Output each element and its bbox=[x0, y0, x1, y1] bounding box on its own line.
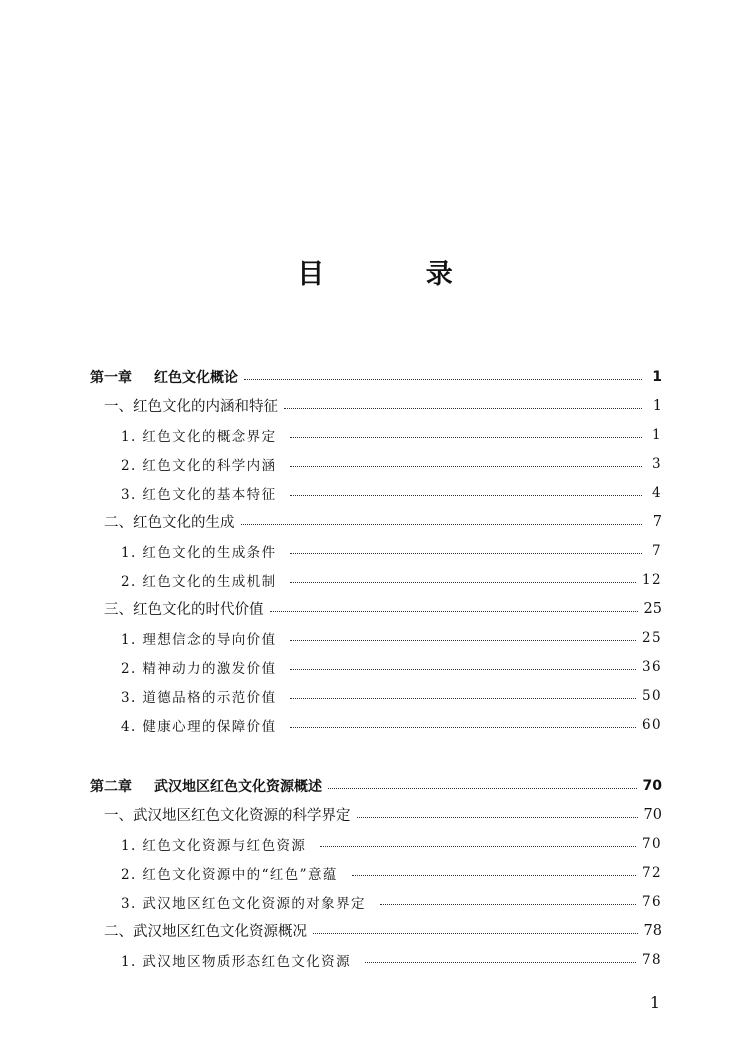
toc-entry-title bbox=[104, 395, 278, 416]
toc-item-row[interactable] bbox=[90, 681, 662, 710]
toc-page-number: 4 bbox=[652, 484, 662, 501]
dot-leader bbox=[320, 846, 636, 847]
chapter-gap bbox=[90, 739, 662, 771]
toc-entry-title bbox=[121, 715, 276, 735]
dot-leader bbox=[290, 640, 636, 641]
toc-title-text: 4. 健康心理的保障价值 bbox=[121, 718, 277, 735]
toc-section-row[interactable] bbox=[90, 916, 662, 945]
toc-title-text: 三、红色文化的时代价值 bbox=[104, 602, 264, 618]
toc-item-row[interactable] bbox=[90, 945, 662, 974]
toc-page-number: 76 bbox=[642, 893, 662, 910]
toc-entry-title bbox=[121, 892, 366, 912]
page-number: 1 bbox=[649, 993, 660, 1012]
toc-item-row[interactable] bbox=[90, 887, 662, 916]
toc-page-number: 7 bbox=[652, 513, 662, 530]
toc-title-text: 2. 红色文化资源中的“红色”意蕴 bbox=[121, 866, 338, 883]
toc-title-text: 二、红色文化的生成 bbox=[104, 515, 235, 531]
dot-leader bbox=[380, 904, 636, 905]
toc-entry-title bbox=[121, 686, 276, 706]
toc-page-number: 70 bbox=[643, 806, 662, 823]
toc-item-row[interactable] bbox=[90, 449, 662, 478]
table-of-contents bbox=[90, 362, 662, 974]
dot-leader bbox=[290, 466, 642, 467]
toc-item-row[interactable] bbox=[90, 536, 662, 565]
toc-entry-title bbox=[104, 920, 307, 941]
toc-title-text: 3. 武汉地区红色文化资源的对象界定 bbox=[121, 895, 366, 912]
toc-section-row[interactable] bbox=[90, 391, 662, 420]
toc-title-text: 1. 红色文化的概念界定 bbox=[121, 428, 277, 445]
toc-page-number: 3 bbox=[652, 455, 662, 472]
dot-leader bbox=[241, 524, 643, 525]
dot-leader bbox=[290, 495, 642, 496]
toc-title-text: 红色文化概论 bbox=[154, 369, 238, 386]
page-title: 目 录 bbox=[297, 259, 499, 290]
toc-page-number: 1 bbox=[652, 397, 662, 414]
toc-item-row[interactable] bbox=[90, 478, 662, 507]
toc-title-text: 1. 武汉地区物质形态红色文化资源 bbox=[121, 953, 351, 970]
toc-title-text: 一、红色文化的内涵和特征 bbox=[104, 399, 278, 415]
toc-page-number: 1 bbox=[652, 426, 662, 443]
toc-section-row[interactable] bbox=[90, 507, 662, 536]
toc-page-number: 60 bbox=[642, 716, 662, 733]
dot-leader bbox=[290, 727, 636, 728]
toc-item-row[interactable] bbox=[90, 623, 662, 652]
toc-entry-title bbox=[104, 511, 235, 532]
toc-item-row[interactable] bbox=[90, 710, 662, 739]
toc-entry-title bbox=[121, 483, 276, 503]
toc-page-number: 25 bbox=[643, 600, 662, 617]
toc-entry-title bbox=[90, 367, 238, 387]
dot-leader bbox=[328, 788, 637, 789]
toc-section-row[interactable] bbox=[90, 800, 662, 829]
dot-leader bbox=[352, 875, 636, 876]
toc-title-text: 3. 道德品格的示范价值 bbox=[121, 689, 277, 706]
toc-entry-title bbox=[121, 570, 276, 590]
toc-page-number: 78 bbox=[643, 922, 662, 939]
toc-entry-title bbox=[104, 598, 264, 619]
toc-entry-title bbox=[121, 863, 338, 883]
toc-page-number: 12 bbox=[642, 571, 662, 588]
toc-item-row[interactable] bbox=[90, 420, 662, 449]
toc-title-text: 2. 精神动力的激发价值 bbox=[121, 660, 277, 677]
toc-page-number: 36 bbox=[642, 658, 662, 675]
toc-page-number: 78 bbox=[642, 951, 662, 968]
toc-entry-title bbox=[121, 657, 276, 677]
dot-leader bbox=[365, 962, 636, 963]
toc-page-number: 70 bbox=[642, 835, 662, 852]
toc-item-row[interactable] bbox=[90, 829, 662, 858]
toc-entry-title bbox=[104, 804, 351, 825]
toc-title-text: 1. 理想信念的导向价值 bbox=[121, 631, 277, 648]
dot-leader bbox=[290, 669, 636, 670]
dot-leader bbox=[357, 817, 638, 818]
chapter-number: 第二章 bbox=[90, 778, 132, 795]
chapter-number: 第一章 bbox=[90, 369, 132, 386]
toc-title-text: 一、武汉地区红色文化资源的科学界定 bbox=[104, 808, 351, 824]
toc-title-text: 1. 红色文化的生成条件 bbox=[121, 544, 277, 561]
toc-chapter-row[interactable] bbox=[90, 771, 662, 800]
dot-leader bbox=[313, 933, 638, 934]
toc-page-number: 7 bbox=[652, 542, 662, 559]
toc-chapter-row[interactable] bbox=[90, 362, 662, 391]
toc-title-text: 2. 红色文化的科学内涵 bbox=[121, 457, 277, 474]
toc-title-text: 3. 红色文化的基本特征 bbox=[121, 486, 277, 503]
dot-leader bbox=[290, 582, 636, 583]
toc-entry-title bbox=[121, 834, 306, 854]
dot-leader bbox=[244, 379, 642, 380]
toc-entry-title bbox=[121, 454, 276, 474]
toc-title-text: 1. 红色文化资源与红色资源 bbox=[121, 837, 307, 854]
toc-entry-title bbox=[121, 950, 351, 970]
toc-title-text: 2. 红色文化的生成机制 bbox=[121, 573, 277, 590]
toc-entry-title bbox=[90, 776, 322, 796]
dot-leader bbox=[290, 437, 642, 438]
toc-entry-title bbox=[121, 425, 276, 445]
toc-section-row[interactable] bbox=[90, 594, 662, 623]
dot-leader bbox=[290, 698, 636, 699]
toc-page-number: 72 bbox=[642, 864, 662, 881]
toc-title-text: 武汉地区红色文化资源概述 bbox=[154, 778, 322, 795]
toc-page-number: 70 bbox=[642, 777, 662, 794]
toc-title-text: 二、武汉地区红色文化资源概况 bbox=[104, 924, 307, 940]
dot-leader bbox=[270, 611, 638, 612]
toc-item-row[interactable] bbox=[90, 565, 662, 594]
toc-page-number: 50 bbox=[642, 687, 662, 704]
toc-item-row[interactable] bbox=[90, 858, 662, 887]
toc-entry-title bbox=[121, 541, 276, 561]
toc-entry-title bbox=[121, 628, 276, 648]
toc-page-number: 1 bbox=[652, 368, 662, 385]
toc-page-number: 25 bbox=[642, 629, 662, 646]
dot-leader bbox=[290, 553, 642, 554]
dot-leader bbox=[284, 408, 642, 409]
toc-item-row[interactable] bbox=[90, 652, 662, 681]
